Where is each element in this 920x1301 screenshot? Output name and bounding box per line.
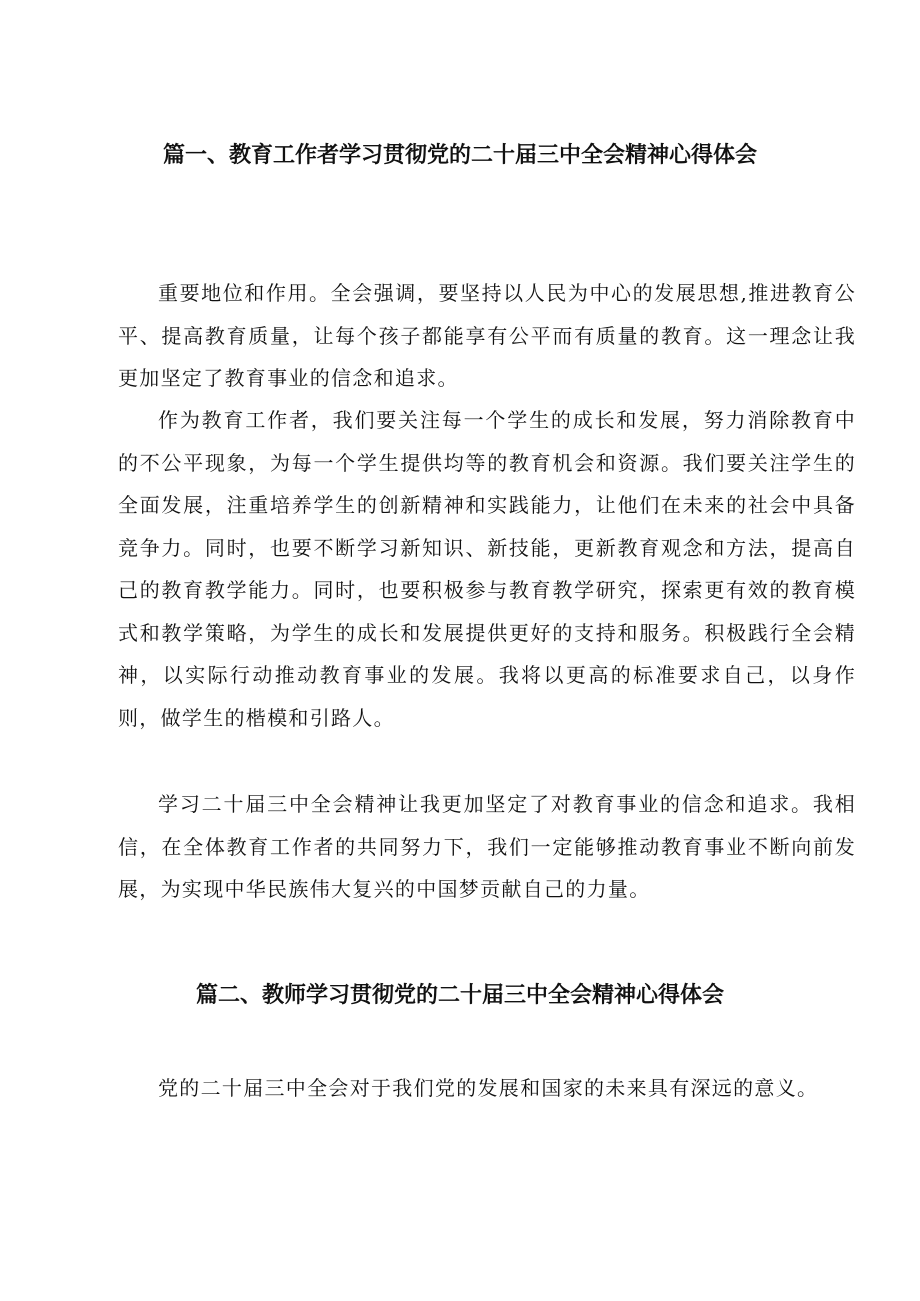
section-two-paragraph-1: 党的二十届三中全会对于我们党的发展和国家的未来具有深远的意义。	[158, 1076, 819, 1100]
section-one-paragraph-3: 学习二十届三中全会精神让我更加坚定了对教育事业的信念和追求。我相信，在全体教育工作者的共同努力下，我们一定能够推动教育事业不断向前发展，为实现中华民族伟大复兴的中国梦贡献自己的力量。	[118, 792, 856, 901]
section-one-title: 篇一、教育工作者学习贯彻党的二十届三中全会精神心得体会	[162, 143, 757, 168]
section-two-title: 篇二、教师学习贯彻党的二十届三中全会精神心得体会	[195, 983, 724, 1008]
section-one-paragraph-2: 作为教育工作者，我们要关注每一个学生的成长和发展，努力消除教育中的不公平现象，为每一个学生提供均等的教育机会和资源。我们要关注学生的全面发展，注重培养学生的创新精神和实践能力，让他们在未来的社会中具备竞争力。同时，也要不断学习新知识、新技能，更新教育观念和方法，提高自己的教育教学能力。同时，也要积极参与教育教学研究，探索更有效的教育模式和教学策略，为学生的成长和发展提供更好的支持和服务。积极践行全会精神，以实际行动推动教育事业的发展。我将以更高的标准要求自己，以身作则，做学生的楷模和引路人。	[118, 408, 856, 730]
section-one-paragraph-1: 重要地位和作用。全会强调，要坚持以人民为中心的发展思想,推进教育公平、提高教育质量，让每个孩子都能享有公平而有质量的教育。这一理念让我更加坚定了教育事业的信念和追求。	[118, 281, 856, 390]
